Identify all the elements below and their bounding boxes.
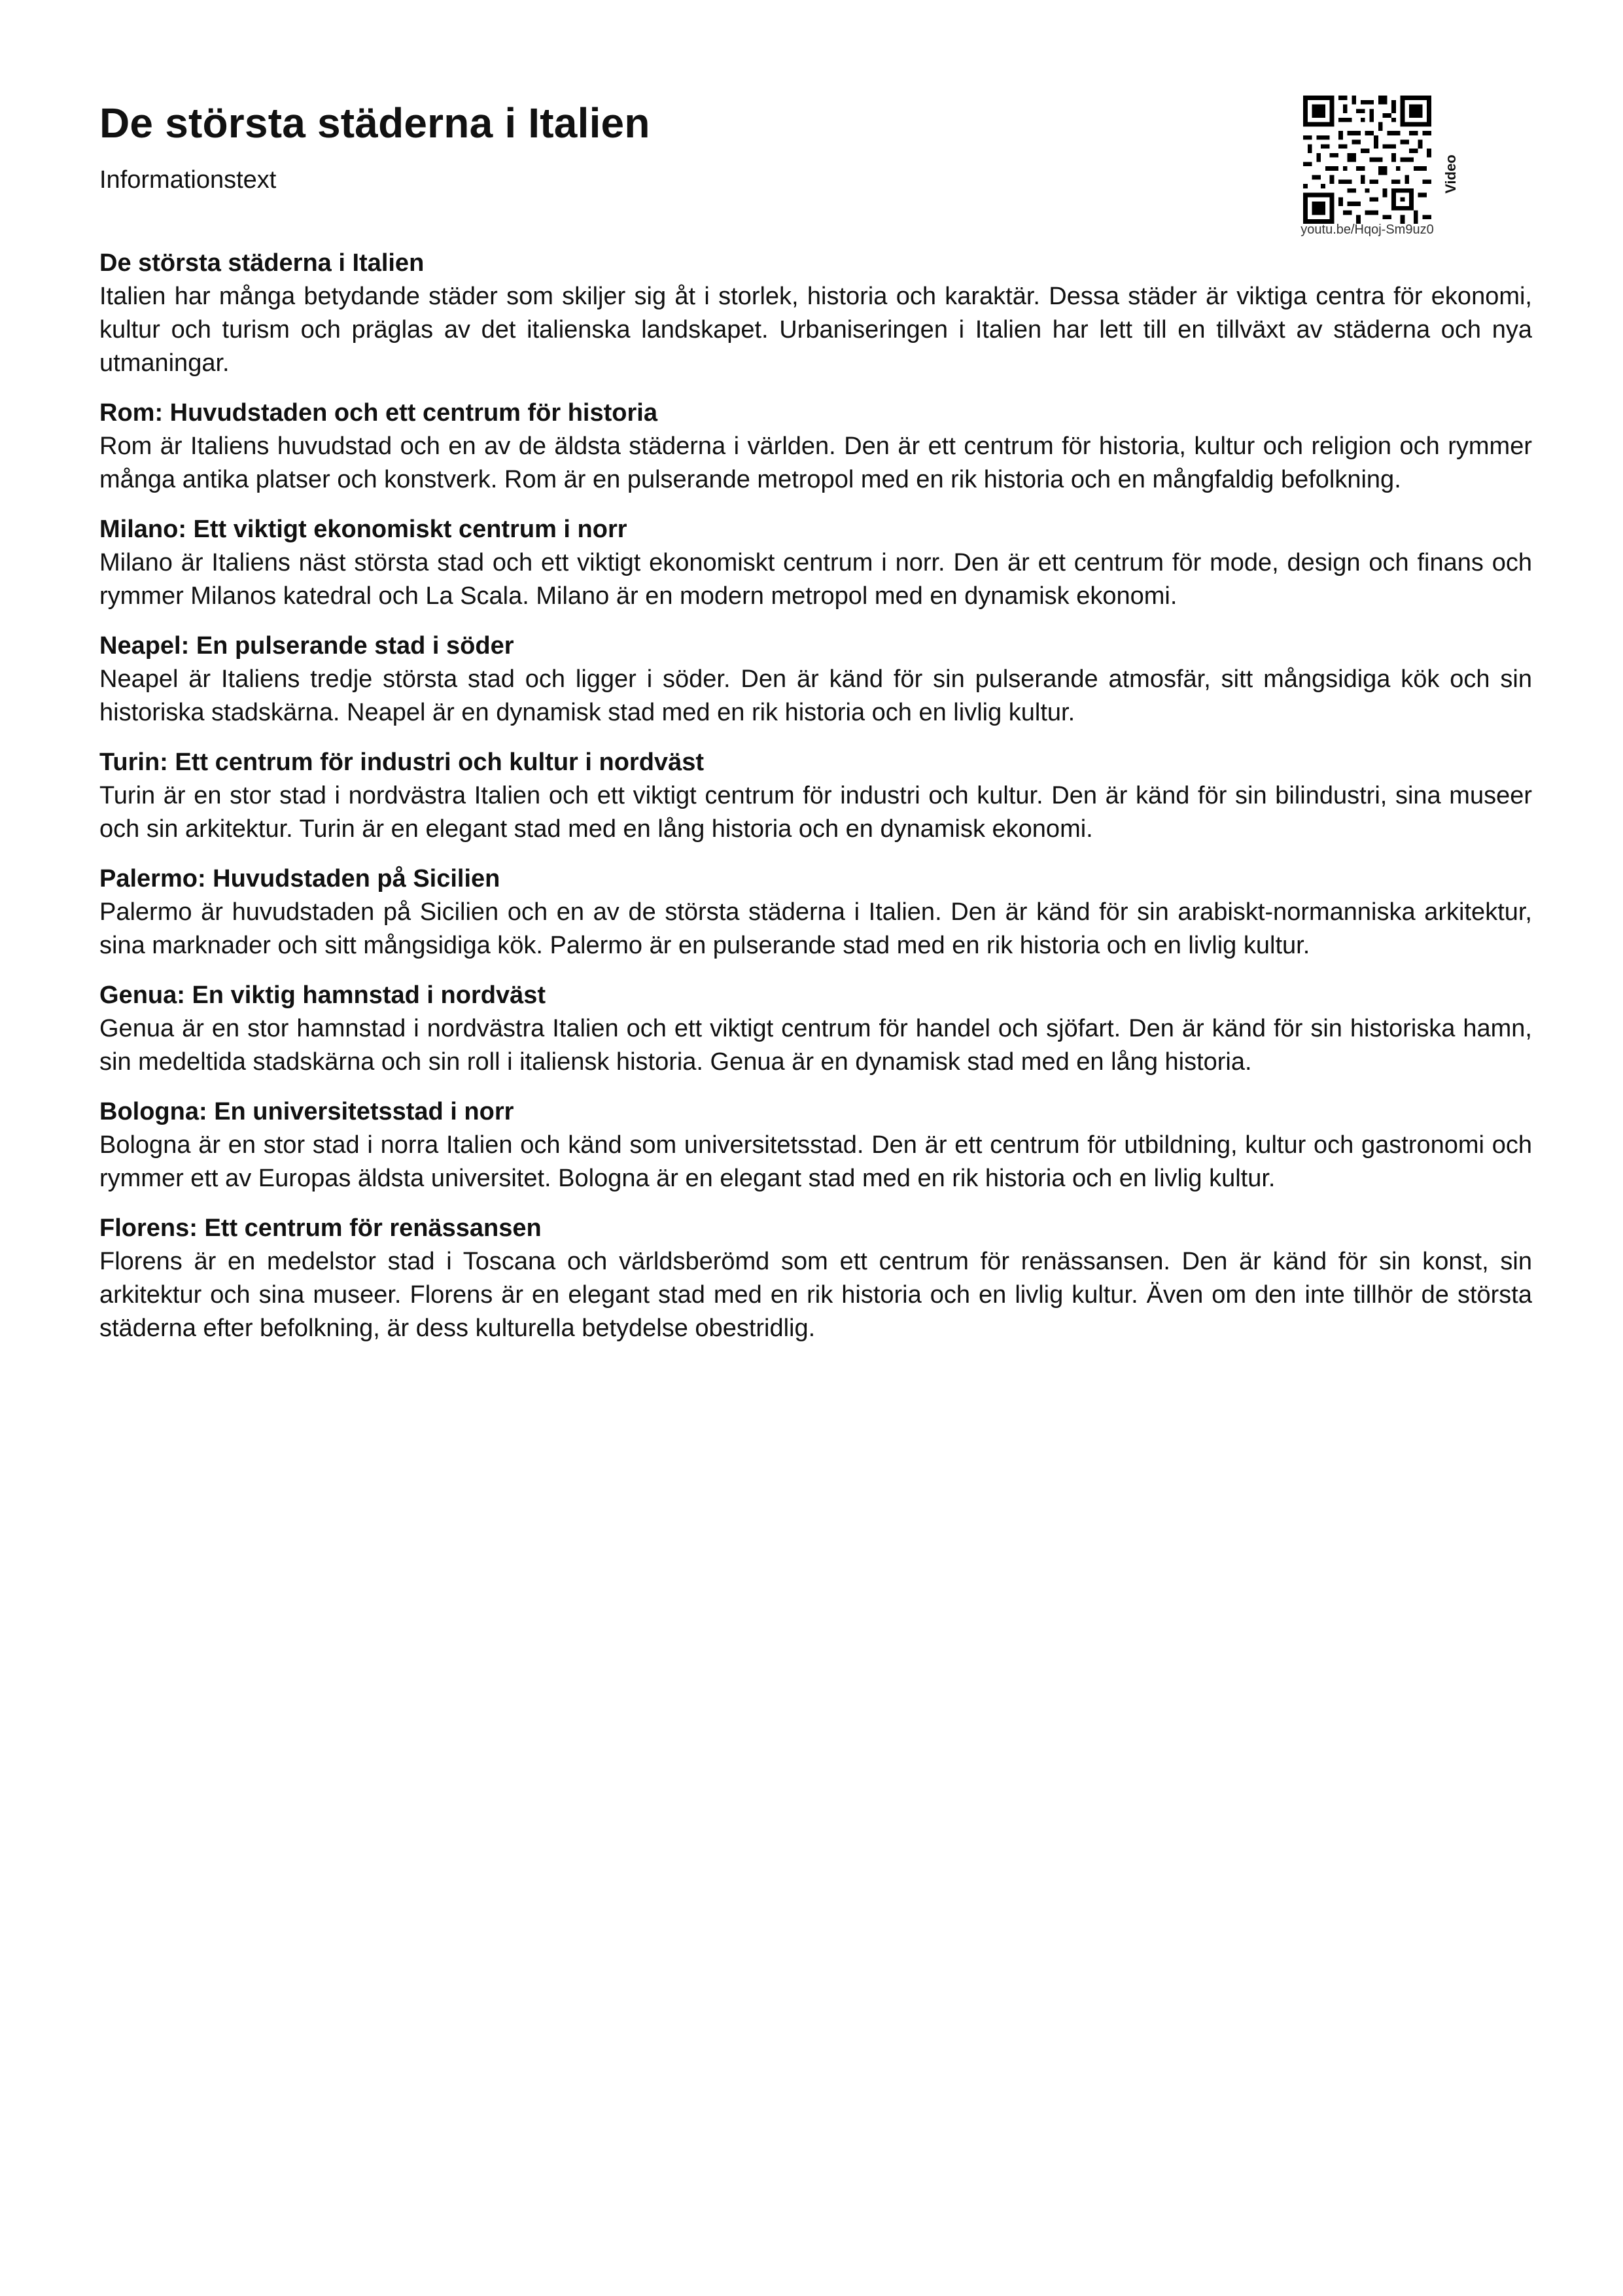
section-palermo [99,862,1532,963]
video-label-text: Video [1442,154,1459,194]
section-bologna [99,1095,1532,1195]
section-neapel [99,629,1532,730]
section-heading: Palermo: Huvudstaden på Sicilien [99,865,500,892]
section-genua [99,978,1532,1079]
video-label [1438,135,1464,213]
section-heading: Neapel: En pulserande stad i söder [99,632,514,660]
section-heading: Florens: Ett centrum för renässansen [99,1214,542,1242]
section-body: Palermo är huvudstaden på Sicilien och en av de största städerna i Italien. Den är känd för sin arabiskt-normanniska arkitektur, sina marknader och sitt mångsidiga kök. Palermo är en pulserande stad med en rik historia och en livlig kultur. [99,898,1532,959]
section-heading: De största städerna i Italien [99,249,425,277]
section-florens [99,1211,1532,1345]
section-body: Genua är en stor hamnstad i nordvästra Italien och ett viktigt centrum för handel och sjöfart. Den är känd för sin historiska hamn, sin medeltida stadskärna och sin roll i italiensk historia. Genua är en dynamisk stad med en lång historia. [99,1015,1532,1076]
section-body: Bologna är en stor stad i norra Italien och känd som universitetsstad. Den är ett centrum för utbildning, kultur och gastronomi och rymmer ett av Europas äldsta universitet. Bologna är en elegant stad med en rik historia och en livlig kultur. [99,1131,1532,1192]
section-body: Neapel är Italiens tredje största stad och ligger i söder. Den är känd för sin pulserande atmosfär, sitt mångsidiga kök och sin historiska stadskärna. Neapel är en dynamisk stad med en rik historia och en livlig kultur. [99,665,1532,726]
section-body: Rom är Italiens huvudstad och en av de äldsta städerna i världen. Den är ett centrum för historia, kultur och religion och rymmer många antika platser och konstverk. Rom är en pulserande metropol med en rik historia och en mångfaldig befolkning. [99,433,1532,493]
video-qr-block[interactable] [1295,96,1465,246]
page-subtitle: Informationstext [99,166,277,194]
section-milano [99,512,1532,613]
section-body: Florens är en medelstor stad i Toscana och världsberömd som ett centrum för renässansen. Den är känd för sin konst, sin arkitektur och sina museer. Florens är en elegant stad med en rik historia och en livlig kultur. Även om den inte tillhör de största städerna efter befolkning, är dess kulturella betydelse obestridlig. [99,1248,1532,1342]
document-content [99,246,1532,1361]
section-rom [99,396,1532,497]
section-body: Milano är Italiens näst största stad och ett viktigt ekonomiskt centrum i norr. Den är ett centrum för mode, design och finans och rymmer Milanos katedral och La Scala. Milano är en modern metropol med en dynamisk ekonomi. [99,549,1532,610]
qr-code-icon[interactable] [1303,96,1431,224]
section-heading: Turin: Ett centrum för industri och kultur i nordväst [99,749,704,776]
section-heading: Milano: Ett viktigt ekonomiskt centrum i norr [99,516,627,543]
section-body: Turin är en stor stad i nordvästra Italien och ett viktigt centrum för industri och kultur. Den är känd för sin bilindustri, sina museer och sin arkitektur. Turin är en elegant stad med en lång historia och en dynamisk ekonomi. [99,782,1532,843]
qr-url-text[interactable]: youtu.be/Hqoj-Sm9uz0 [1300,222,1434,237]
section-intro [99,246,1532,380]
section-turin [99,745,1532,846]
document-header [99,98,1212,195]
section-heading: Rom: Huvudstaden och ett centrum för historia [99,399,657,427]
section-body: Italien har många betydande städer som skiljer sig åt i storlek, historia och karaktär. Dessa städer är viktiga centra för ekonomi, kultur och turism och präglas av det italienska landskapet. Urbaniseringen i Italien har lett till en tillväxt av städerna och nya utmaningar. [99,283,1532,377]
section-heading: Genua: En viktig hamnstad i nordväst [99,981,546,1009]
page-title: De största städerna i Italien [99,99,650,147]
section-heading: Bologna: En universitetsstad i norr [99,1098,514,1125]
